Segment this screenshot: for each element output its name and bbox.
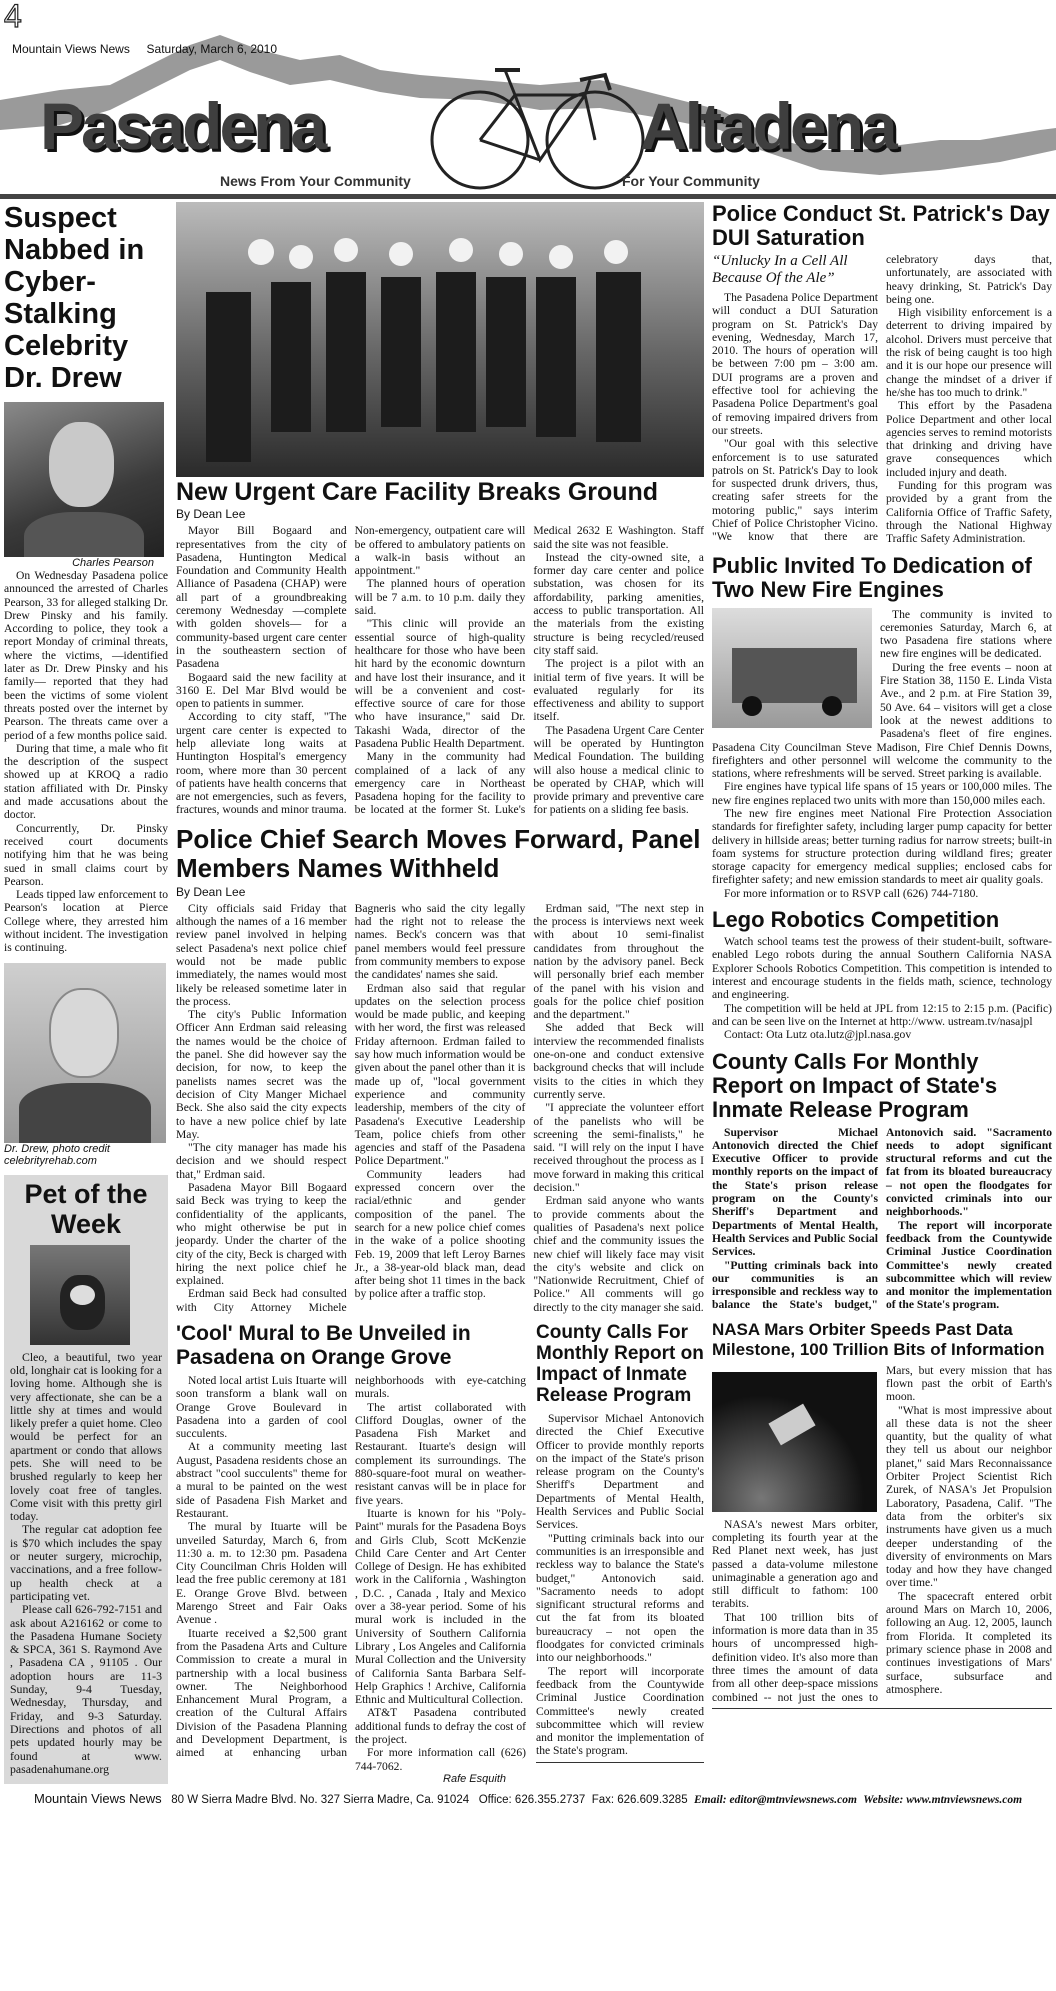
paragraph: The city's Public Information Officer Ann Erdman said releasing the names would be the choice of the panel. She did however say the decision, for now, to keep the panelists names secret was the decision of City Manger Michael Beck. She also said the city expects to have a new police chief by late May. xyxy=(176,1008,347,1141)
paragraph: At a community meeting last August, Pasadena residents chose an abstract "cool succulents" theme for a mural to be painted on the west side of Pasadena Fish Market and Restaurant. xyxy=(176,1440,347,1520)
paragraph: Supervisor Michael Antonovich directed the Chief Executive Officer to provide monthly reports on the impact of the State's prison release program on the County's Sheriff's Department and Departments of Mental Health, Health Services and Public Social Services. xyxy=(712,1125,878,1259)
paragraph: Bogaard said the new facility at 3160 E. Del Mar Blvd would be open to patients in summer. xyxy=(176,670,347,711)
paragraph: The artist collaborated with Clifford Douglas, owner of the Pasadena Fish Market and Restaurant. Ituarte's design will complement its surroundings. The 880-square-foot mural on weather-resistant canvas will be in place for five years. xyxy=(355,1400,526,1507)
paragraph: This effort by the Pasadena Police Department and other local agencies serves to remind motorists that drinking and driving have grave consequences which included injury and death. xyxy=(886,399,1052,479)
headline: Pet of the Week xyxy=(24,1178,148,1239)
ceremony-figures xyxy=(176,202,704,477)
paragraph: "Putting criminals back into our communities is an irresponsible and reckless way to balance the State's budget," Antonovich said. "Sacramento needs to adopt significant structural reforms and cut the fat from its bloated bureaucracy – not open the floodgates for convicted criminals into our neighborhoods." xyxy=(536,1531,704,1665)
paper-name: Mountain Views News xyxy=(12,42,130,56)
fire-engines-article xyxy=(712,554,1052,901)
column-rule xyxy=(712,1708,1052,1709)
footer-paper: Mountain Views News xyxy=(34,1790,162,1806)
groundbreaking-photo xyxy=(176,202,704,477)
paragraph: The planned hours of operation will be 7 a.m. to 10 p.m. daily they said. xyxy=(354,577,526,618)
dr-drew-photo xyxy=(4,963,166,1143)
paragraph: Watch school teams test the prowess of their student-built, software-enabled Lego robots during the annual Southern California NASA Explorer Schools Robotics Competition. This competition is intended to interest and encourage students in the fields math, science, technology and engineering. xyxy=(712,935,1052,1002)
paragraph: Erdman said Beck had consulted with City Attorney Michele Bagneris who said the city legally had the right not to release the names. Beck's concern was that panel members would feel pressure from community members to expose the candidates' names she said. xyxy=(176,901,526,1314)
article-body xyxy=(712,253,1052,546)
headline: Police Chief Search Moves Forward, Panel Members Names Withheld xyxy=(176,823,701,883)
photo-caption: Dr. Drew, photo credit celebrityrehab.com xyxy=(4,1142,110,1167)
paragraph: Supervisor Michael Antonovich directed the Chief Executive Officer to provide monthly reports on the impact of the State's prison release program on the County's Sheriff's Department and Departments of Mental Health, Health Services and Public Social Services. xyxy=(536,1411,704,1532)
paragraph: Many in the community had complained of a lack of any emergency care in Northeast Pasadena hoping for the facility to be located at the former St. Luke's Medical 2632 E Washington. Staff said the site was not feasible. xyxy=(354,524,704,817)
article-body xyxy=(4,569,168,955)
paragraph: For more information call (626) 744-7062. xyxy=(355,1746,526,1773)
headline: New Urgent Care Facility Breaks Ground xyxy=(176,478,659,506)
dateline xyxy=(12,42,277,56)
paragraphs xyxy=(712,253,1052,546)
paragraph: Noted local artist Luis Ituarte will soon transform a blank wall on Orange Grove Boulevard in Pasadena into a garden of cool succulents. xyxy=(176,1373,347,1441)
footer-email[interactable]: Email: editor@mtnviewsnews.com xyxy=(694,1793,857,1806)
headline: NASA Mars Orbiter Speeds Past Data Milestone, 100 Trillion Bits of Information xyxy=(712,1319,1045,1359)
article-body xyxy=(176,524,704,817)
paragraph: Mayor Bill Bogaard and representatives from the city of Pasadena, Huntington Medical Foundation and Community Health Alliance of Pasadena (CHAP) were all part of a groundbreaking ceremony Wednesday —complete with golden shovels— for a community-based urgent care center in the southeastern section of Pasadena xyxy=(176,524,347,671)
paragraph: On Wednesday Pasadena police announced the arrested of Charles Pearson, 33 for alleged stalking Dr. Drew Pinsky and his family. According to police, they took a report Monday of criminal threats, where the victims, —identified later as Dr. Drew Pinsky and his family— reported that they had been the victims of some violent threats posted over the internet by Pearson. The threats came over a period of a few months police said. xyxy=(4,569,168,742)
paragraph: "I appreciate the volunteer effort of the panelists who will be screening the semi-finalists," he said. "I will rely on the input I have received throughout the process as I move forward in making this critical decision." xyxy=(533,1101,704,1195)
lego-article xyxy=(712,908,1052,1041)
article-body xyxy=(712,1364,1052,1704)
byline: By Dean Lee xyxy=(176,507,246,522)
tagline-right: For Your Community xyxy=(622,173,760,189)
paragraph: "Our goal with this selective enforcement is to use saturated patrols on St. Patrick's Day to look for suspected drunk drivers, thus, creating safer streets for the motoring public," says interim Chief of Police Christopher Vicino. "We know that there are celebratory days that, unfortunately, are associated with heavy drinking, St. Patrick's Day being one. xyxy=(712,253,1052,544)
paragraph: The new fire engines meet National Fire Protection Association standards for firefighter safety, including larger pump capacity for better delivery in hillside areas; better turning radius for narrow streets; built-in foam systems for structure protection during wildland fires; greater storage capacity for emergency medical supplies; enclosed cabs for firefighter safety; and new emission standards to meet air quality goals. xyxy=(712,806,1052,887)
photo-caption: Rafe Esquith xyxy=(443,1772,506,1785)
paragraph: The competition will be held at JPL from 12:15 to 2:15 p.m. (Pacific) and can be seen live on the Internet at http://www. ustream.tv/nasajpl xyxy=(712,1001,1052,1028)
paragraph: Community leaders had expressed concern over the racial/ethnic and gender composition of the panel. The search for a new police chief comes in the wake of a police shooting Feb. 19, 2009 that left Leroy Barnes Jr., a 38-year-old black man, dead after being shot 11 times in the back by police after a traffic stop. xyxy=(354,1167,526,1301)
paragraph: Erdman also said that regular updates on the selection process would be made public, and keeping with her word, the first was released Friday afternoon. Erdman failed to say how much information would be given about the panel other than it is made up of, "local government experience and community leadership, members of the city of Pasadena's Executive Leadership Team, police chiefs from other agencies and staff of the Pasadena Police Department." xyxy=(354,981,526,1168)
county-calls-large-article xyxy=(712,1050,1052,1312)
article-body xyxy=(712,935,1052,1041)
article-body xyxy=(536,1412,704,1758)
paragraph: Funding for this program was provided by a grant from the California Office of Traffic Safety, through the National Highway Traffic Safety Administration. xyxy=(886,479,1052,546)
paragraph: AT&T Pasadena contributed additional funds to defray the cost of the project. xyxy=(355,1706,526,1746)
paragraph: That 100 trillion bits of information is more data than in 35 hours of uncompressed high-definition video. It's also more than three times the amount of data from all other deep-space missions combined -- not just the ones to Mars, but every mission that has flown past the orbit of Earth's moon. xyxy=(712,1363,1052,1704)
center-column xyxy=(176,202,704,1785)
paragraph: The project is a pilot with an initial term of five years. It will be evaluated regularly for its effectiveness and ability to support itself. xyxy=(533,657,704,724)
paragraph: She added that Beck will interview the recommended finalists one-on-one and conduct extensive background checks that will include visits to the cities in which they currently serve. xyxy=(533,1021,704,1101)
paragraph: City officials said Friday that although the names of a 16 member review panel involved in helping select Pasadena's next police chief would not be made public immediately, the names would most likely be released sometime later in the process. xyxy=(176,901,347,1008)
mars-orbiter-photo xyxy=(712,1372,877,1512)
paragraph: The community is invited to ceremonies Saturday, March 6, at two Pasadena fire stations where new fire engines will be dedicated. xyxy=(880,607,1052,661)
headline: Police Conduct St. Patrick's Day DUI Saturation xyxy=(712,201,1050,250)
paragraph: The spacecraft entered orbit around Mars on March 10, 2006, following an Aug. 12, 2005, launch from Florida. It completed its primary science phase in 2008 and continues investigations of Mars' surface, subsurface and atmosphere. xyxy=(886,1589,1052,1696)
issue-date: Saturday, March 6, 2010 xyxy=(146,42,278,56)
fire-engine-photo xyxy=(712,608,872,728)
paragraph: The report will incorporate feedback from the Countywide Criminal Justice Coordination Committee's newly created subcommittee which will review and monitor the implementation of the State's program. xyxy=(536,1664,704,1758)
paragraph: "What is most impressive about all these data is not the sheer quantity, but the quality of what they tell us about our neighbor planet," said Mars Reconnaissance Orbiter Project Scientist Rich Zurek, of NASA's Jet Propulsion Laboratory, Pasadena, Calif. "The data from the orbiter's six instruments have given us a much deeper understanding of the diversity of environments on Mars today and how they have changed over time." xyxy=(886,1403,1052,1590)
paragraph: "This clinic will provide an essential source of high-quality healthcare for those who have been hit hard by the economic downturn and have lost their insurance, and it will be a convenient and cost-effective source of care for those who have insurance," said Dr. Takashi Wada, director of the Pasadena Public Health Department. xyxy=(354,617,526,750)
article-body xyxy=(10,1351,162,1777)
paragraph: Pasadena Mayor Bill Bogaard said Beck was trying to keep the confidentiality of the applicants, who might otherwise be put in jeopardy. Under the charter of the city of the city, Beck is charged with hiring the next police chief he explained. xyxy=(176,1181,347,1288)
title-left: Pasadena xyxy=(40,89,325,163)
center-bottom-row xyxy=(176,1322,704,1785)
article-body xyxy=(176,902,704,1314)
subhead: “Unlucky In a Cell All Because Of the Ale” xyxy=(712,253,848,286)
photo-caption: Charles Pearson xyxy=(72,557,154,569)
cat-photo xyxy=(30,1245,130,1345)
headline: County Calls For Monthly Report on Impact of Inmate Release Program xyxy=(536,1321,704,1406)
paragraph: The Pasadena Urgent Care Center will be operated by Huntington Medical Foundation. The building will also house a medical clinic to be operated by CHAP, which will provide primary and preventive care for patients on a sliding fee basis. xyxy=(533,723,704,817)
paragraph: Erdman said anyone who wants to provide comments about the qualities of Pasadena's next police chief and the community issues the new chief will likely face may visit the city's website and click on "Nationwide Recruitment, Chief of Police." All comments will go directly to the city manager she said. xyxy=(533,1194,704,1314)
paragraph: For more information or to RSVP call (626) 744-7180. xyxy=(724,886,979,900)
byline: By Dean Lee xyxy=(176,884,246,899)
headline: Suspect Nabbed in Cyber-Stalking Celebrity Dr. Drew xyxy=(4,202,145,394)
page-body xyxy=(0,200,1056,1785)
paragraph: Ituarte received a $2,500 grant from the Pasadena Arts and Culture Commission to create a mural in partnership with a local business owner. The Neighborhood Enhancement Mural Program, a creation of the Cultural Affairs Division of the Pasadena Planning and Development Department, is aimed at enhancing urban neighborhoods with eye-catching murals. xyxy=(176,1373,526,1760)
headline: Public Invited To Dedication of Two New Fire Engines xyxy=(712,553,1032,602)
paragraph: The regular cat adoption fee is $70 which includes the spay or neuter surgery, microchip, vaccinations, and a free follow-up health check at a participating vet. xyxy=(10,1522,162,1603)
footer-address: 80 W Sierra Madre Blvd. No. 327 Sierra Madre, Ca. 91024 xyxy=(171,1793,470,1806)
paragraph: Erdman said, "The next step in the process is interviews next week with about 10 semi-finalist candidates from throughout the nation by the advisory panel. Beck will personally brief each member of the panel with his vision and goals for the police chief position and the department." xyxy=(533,901,704,1022)
masthead xyxy=(0,0,1056,200)
paragraph: The report will incorporate feedback from the Countywide Criminal Justice Coordination Committee's newly created subcommittee which will review and monitor the implementation of the State's program. xyxy=(886,1218,1052,1312)
paragraph: During the free events – noon at Fire Station 38, 1150 E. Linda Vista Ave., and 2 p.m. at Fire Station 39, 50 Ave. 64 – visitors will get a close look at the newest additions to Pasadena's fleet of fire engines. Pasadena City Councilman Steve Madison, Fire Chief Dennis Downs, firefighters and other personnel will welcome the community to the stations, where refreshments will be served. Street parking is available. xyxy=(712,660,1052,781)
police-chief-article xyxy=(176,825,704,1314)
masthead-rule xyxy=(0,194,1056,199)
paragraph: Contact: Ota Lutz ota.lutz@jpl.nasa.gov xyxy=(724,1028,912,1042)
pet-of-the-week xyxy=(4,1175,168,1785)
left-column xyxy=(4,202,168,1784)
mural-article xyxy=(176,1322,526,1785)
headline: County Calls For Monthly Report on Impact of State's Inmate Release Program xyxy=(712,1048,998,1122)
paragraph: The Pasadena Police Department will conduct a DUI Saturation program on St. Patrick's Day evening, Wednesday, March 17, 2010. The hours of operation will be between 7:00 pm – 3:00 am. DUI programs are a proven and effective tool for achieving the Pasadena Police Department's goal of removing impaired drivers from our streets. xyxy=(712,291,878,437)
suspect-photo xyxy=(4,402,164,557)
paragraph: NASA's newest Mars orbiter, completing its fourth year at the Red Planet next week, has just passed a data-volume milestone unimaginable a generation ago and still difficult to fathom: 100 terabits. xyxy=(712,1517,878,1611)
right-column xyxy=(712,202,1052,1717)
paragraph: "Putting criminals back into our communities is an irresponsible and reckless way to balance the State's budget," Antonovich said. "Sacramento needs to adopt significant structural reforms and cut the fat from its bloated bureaucracy – not open the floodgates for convicted criminals into our neighborhoods." xyxy=(712,1125,1052,1312)
paragraph: Concurrently, Dr. Pinsky received court documents notifying him that he was being sued in small claims court by Pearson. xyxy=(4,821,168,888)
footer-fax: Fax: 626.609.3285 xyxy=(591,1793,688,1806)
footer xyxy=(0,1785,1056,1810)
paragraph: During that time, a male who fit the description of the suspect showed up at KROQ a radio station affiliated with Dr. Pinsky and made accusations about the doctor. xyxy=(4,741,168,822)
paragraph: Instead the city-owned site, a former day care center and police substation, was chosen for its affordability, parking amenities, access to public transportation. All the materials from the existing structure is being recycled/reused city staff said. xyxy=(533,550,704,657)
paragraph: Leads tipped law enforcement to Pearson's location at Pierce College where, they arrested him without incident. The investigation is continuing. xyxy=(4,888,168,955)
urgent-care-article xyxy=(176,479,704,817)
paragraph: High visibility enforcement is a deterrent to driving impaired by alcohol. Drivers must perceive that the risk of being caught is too high and it is our hope our presence will change the mindset of a driver if he/she has too much to drink." xyxy=(886,306,1052,399)
paragraph: "The city manager has made his decision and we should respect that," Erdman said. xyxy=(176,1141,347,1181)
tagline-left: News From Your Community xyxy=(220,173,411,189)
page-number: 4 xyxy=(4,0,22,34)
suspect-article xyxy=(4,202,168,1167)
county-calls-small-article xyxy=(536,1322,704,1767)
paragraph: According to city staff, "The urgent care center is expected to help alleviate long waits at Huntington Hospital's emergency room, where more than 30 percent of patients have health concerns that are not emergencies, such as fevers, fractures, wounds and minor trauma. Non-emergency, outpatient care will be offered to ambulatory patients on a walk-in basis without an appointment." xyxy=(176,524,526,817)
paragraph: Ituarte is known for his "Poly-Paint" murals for the Pasadena Boys and Girls Club, Scott McKenzie Child Care Center and Art Center College of Design. He has exhibited work in the California , Washington , D.C. , Canada , Italy and Mexico over a 38-year period. Some of his mural work is included in the University of Southern California Library , Los Angeles and California Mural Collection and the University of California Santa Barbara Self-Help Graphics ! Archive, California Ethnic and Multicultural Collection. xyxy=(355,1506,526,1707)
article-body xyxy=(712,1126,1052,1312)
paragraph: The mural by Ituarte will be unveiled Saturday, March 6, from 11:30 a. m. to 12:30 pm. Pasadena City Councilman Chris Holden will lead the free public ceremony at 181 E. Orange Grove Blvd. between Marengo Street and Fair Oaks Avenue . xyxy=(176,1520,347,1627)
paragraph: Fire engines have typical life spans of 15 years or 100,000 miles. The new fire engines replaced two units with more than 150,000 miles each. xyxy=(712,780,1052,807)
footer-office: Office: 626.355.2737 xyxy=(478,1793,586,1806)
dui-article xyxy=(712,202,1052,546)
article-body xyxy=(176,1374,526,1773)
headline: 'Cool' Mural to Be Unveiled in Pasadena on Orange Grove xyxy=(176,1321,471,1369)
paragraph: Please call 626-792-7151 and ask about A216162 or come to the Pasadena Humane Society & SPCA, 361 S. Raymond Ave , Pasadena CA , 91105 . Our adoption hours are 11-3 Sunday, 9-4 Tuesday, Wednesday, Thursday, and Friday, and 9-3 Saturday. Directions and photos of all pets updated hourly may be found at www. pasadenahumane.org xyxy=(10,1602,162,1776)
title-right: Altadena xyxy=(640,89,895,163)
headline: Lego Robotics Competition xyxy=(712,907,1000,933)
column-rule xyxy=(536,1762,704,1763)
footer-website[interactable]: Website: www.mtnviewsnews.com xyxy=(863,1793,1023,1806)
nasa-article xyxy=(712,1320,1052,1709)
paragraph: Cleo, a beautiful, two year old, longhair cat is looking for a loving home. Although she is very affectionate, she can be a little shy at times and would likely prefer a quiet home. Cleo would be perfect for an apartment or condo that allows pets. She will need to be brushed regularly to keep her lovely coat free of tangles. Come visit with this pretty girl today. xyxy=(10,1349,162,1524)
